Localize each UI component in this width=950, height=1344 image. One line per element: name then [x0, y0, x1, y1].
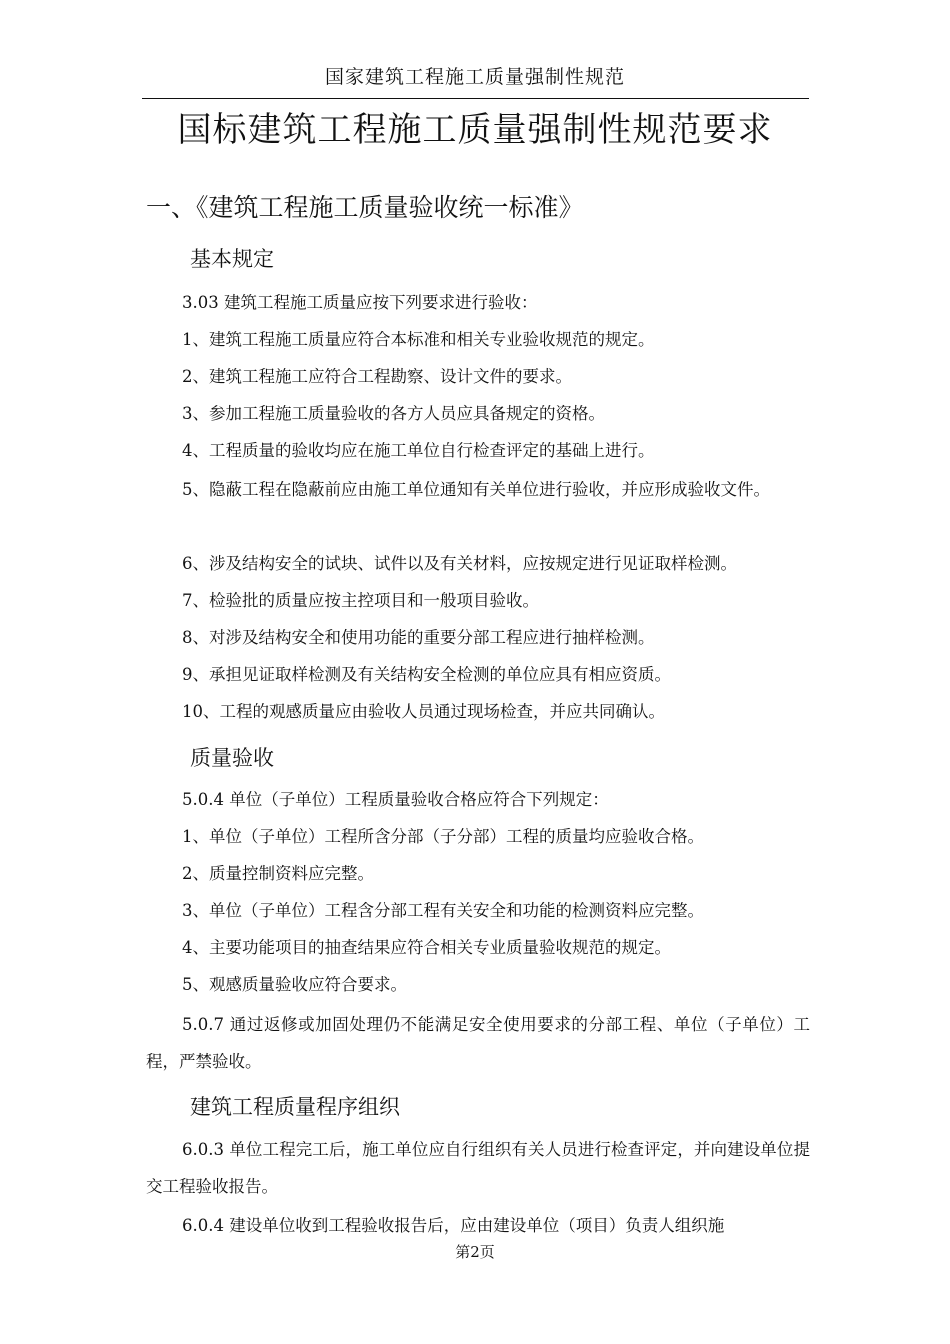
- clause-6-0-3: 6.0.3 单位工程完工后，施工单位应自行组织有关人员进行检查评定，并向建设单位提交工程验收报告。: [146, 1140, 810, 1196]
- list-item: 2、建筑工程施工应符合工程勘察、设计文件的要求。: [182, 367, 572, 386]
- list-item: 3、单位（子单位）工程含分部工程有关安全和功能的检测资料应完整。: [182, 901, 704, 920]
- clause-5-0-7: 5.0.7 通过返修或加固处理仍不能满足安全使用要求的分部工程、单位（子单位）工程，严禁验收。: [146, 1015, 810, 1071]
- subsection-title-procedure: 建筑工程质量程序组织: [190, 1095, 400, 1119]
- clause-6-0-4: 6.0.4 建设单位收到工程验收报告后，应由建设单位（项目）负责人组织施: [182, 1216, 725, 1235]
- list-item: 10、工程的观感质量应由验收人员通过现场检查，并应共同确认。: [182, 702, 665, 721]
- list-item: 1、建筑工程施工质量应符合本标准和相关专业验收规范的规定。: [182, 330, 655, 349]
- section-heading: 一、《建筑工程施工质量验收统一标准》: [146, 193, 584, 222]
- subsection-title-basic-rules: 基本规定: [190, 247, 274, 271]
- list-item: 4、工程质量的验收均应在施工单位自行检查评定的基础上进行。: [182, 441, 655, 460]
- page-number: 第2页: [455, 1243, 495, 1261]
- running-header: 国家建筑工程施工质量强制性规范: [324, 66, 625, 88]
- list-item: 3、参加工程施工质量验收的各方人员应具备规定的资格。: [182, 404, 605, 423]
- clause-3-03: 3.03 建筑工程施工质量应按下列要求进行验收：: [182, 293, 538, 312]
- document-title: 国标建筑工程施工质量强制性规范要求: [177, 110, 773, 150]
- list-item: 5、隐蔽工程在隐蔽前应由施工单位通知有关单位进行验收，并应形成验收文件。: [182, 480, 770, 499]
- list-item: 1、单位（子单位）工程所含分部（子分部）工程的质量均应验收合格。: [182, 827, 704, 846]
- header-rule: [142, 98, 809, 99]
- list-item: 5、观感质量验收应符合要求。: [182, 975, 407, 994]
- list-item: 7、检验批的质量应按主控项目和一般项目验收。: [182, 591, 539, 610]
- list-item: 6、涉及结构安全的试块、试件以及有关材料，应按规定进行见证取样检测。: [182, 554, 737, 573]
- list-item: 9、承担见证取样检测及有关结构安全检测的单位应具有相应资质。: [182, 665, 671, 684]
- list-item: 4、主要功能项目的抽查结果应符合相关专业质量验收规范的规定。: [182, 938, 671, 957]
- list-item: 2、质量控制资料应完整。: [182, 864, 374, 883]
- subsection-title-quality-acceptance: 质量验收: [190, 746, 274, 770]
- clause-5-0-4: 5.0.4 单位（子单位）工程质量验收合格应符合下列规定：: [182, 790, 609, 809]
- list-item: 8、对涉及结构安全和使用功能的重要分部工程应进行抽样检测。: [182, 628, 655, 647]
